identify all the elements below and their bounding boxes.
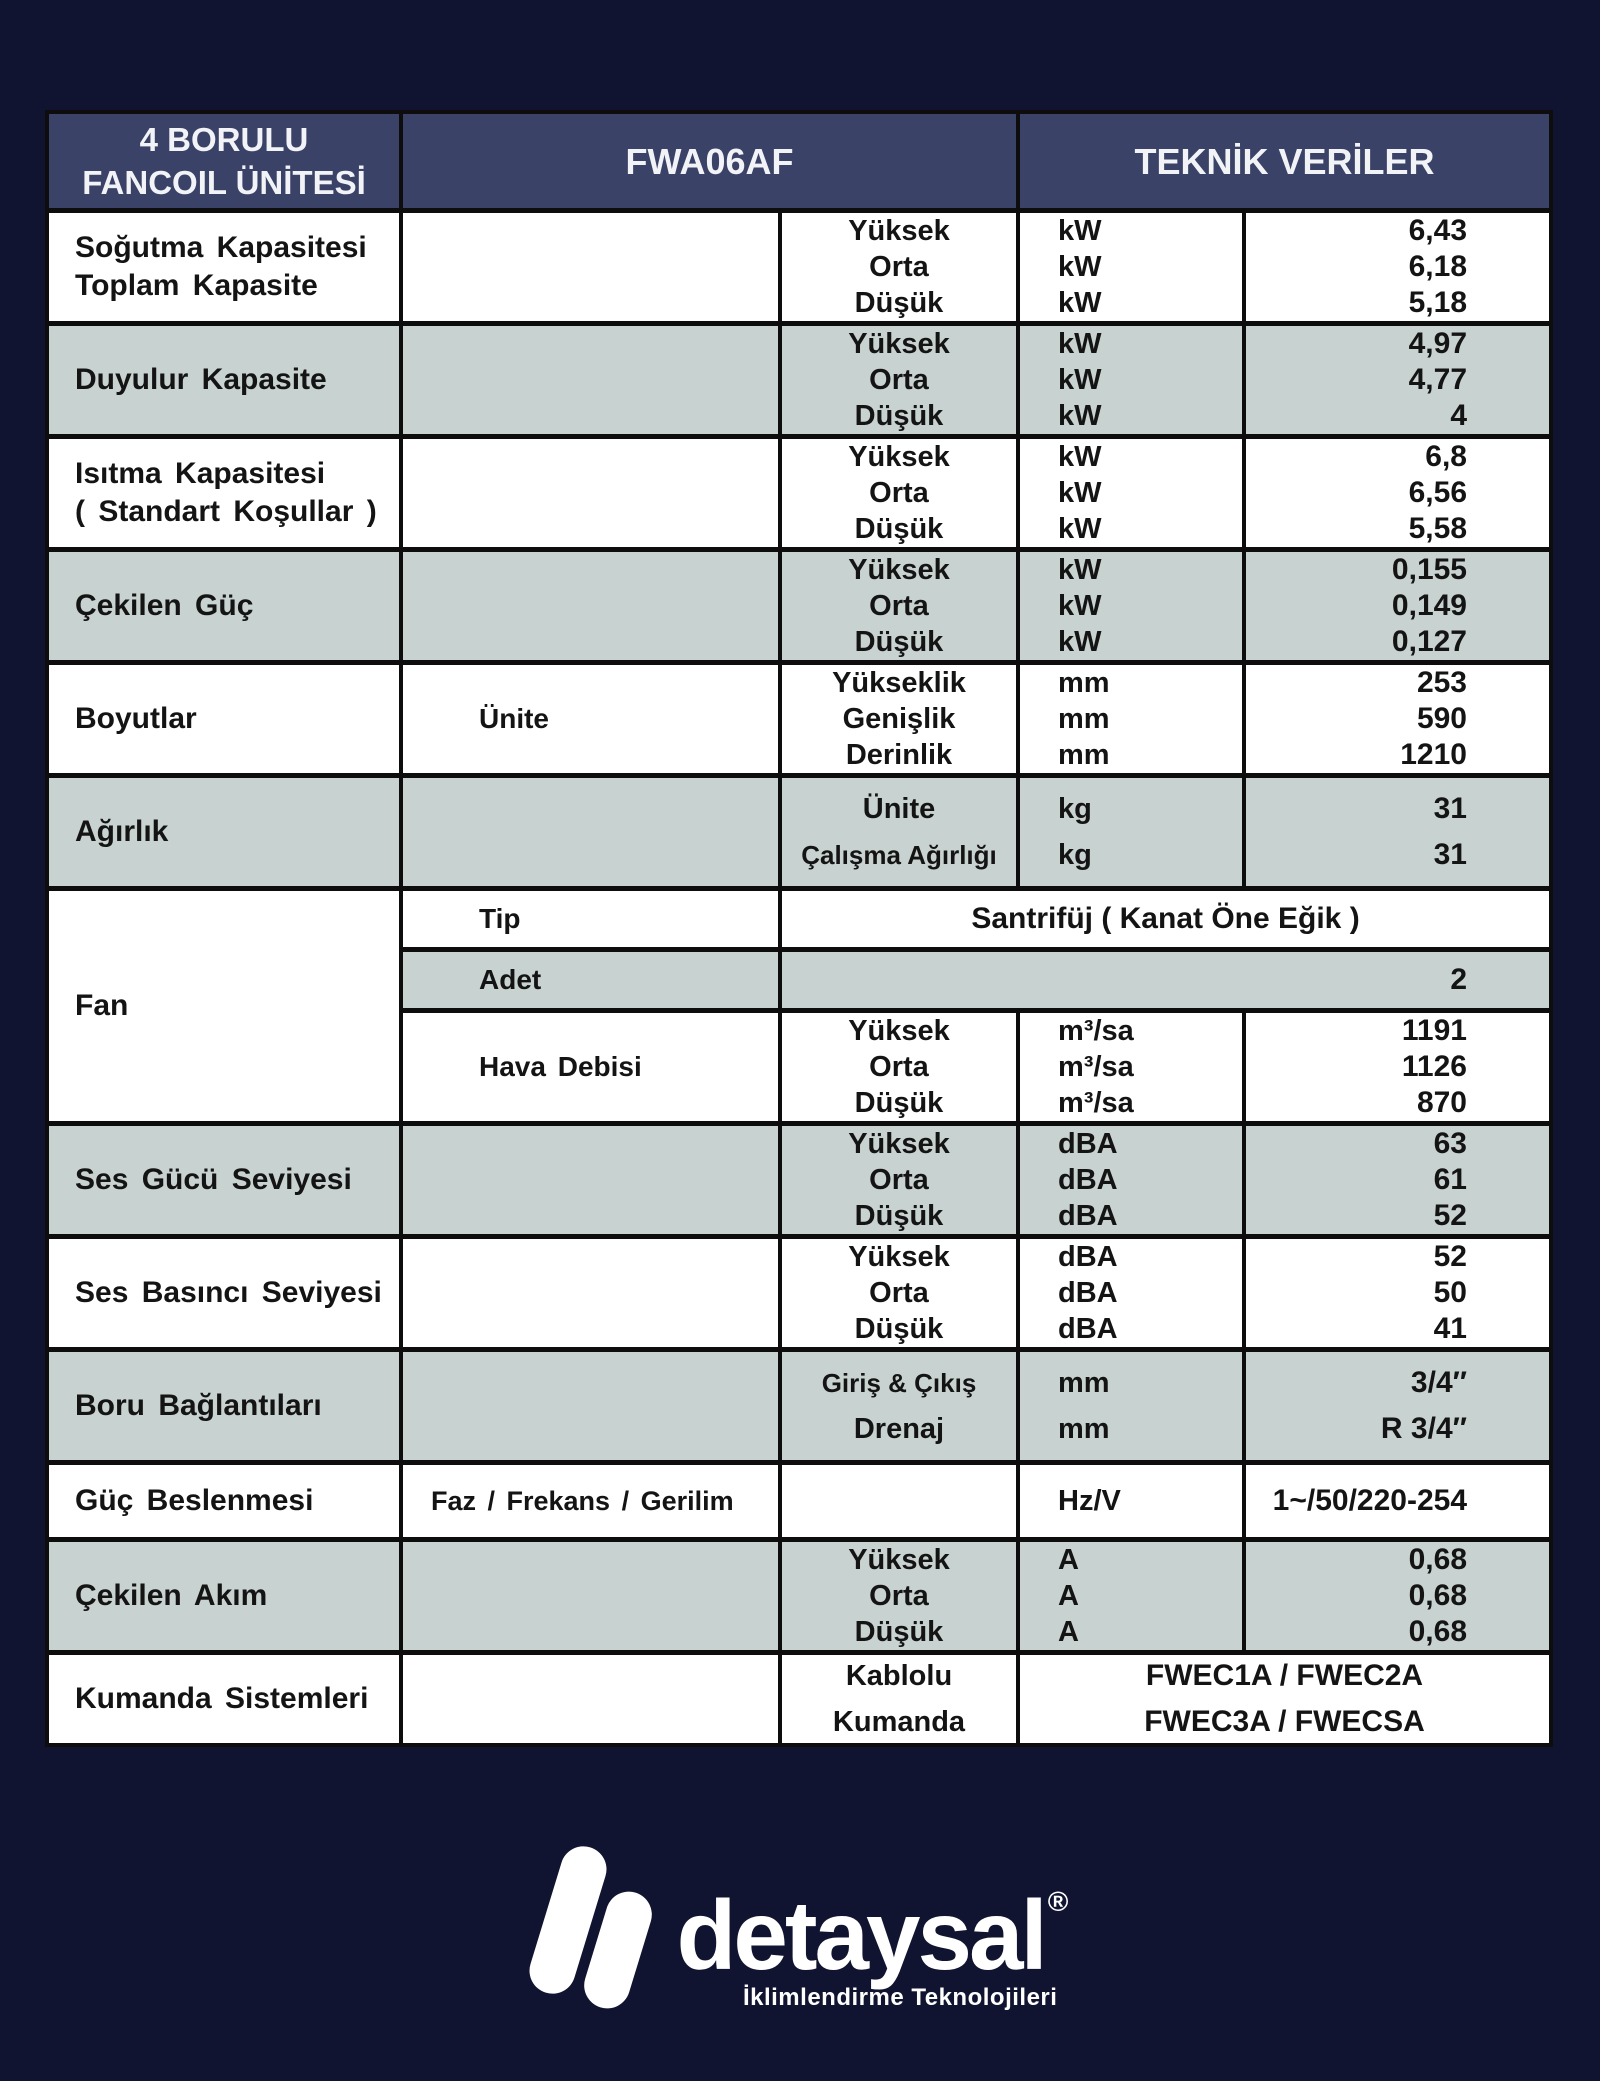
row-label-text: Toplam Kapasite — [75, 269, 318, 302]
row-value: 63 — [1433, 1127, 1467, 1160]
row-value: 61 — [1433, 1163, 1467, 1196]
table-row-boru-baglantilari — [49, 1347, 1549, 1460]
table-row-cekilen-akim — [49, 1537, 1549, 1650]
row-value: 870 — [1416, 1086, 1467, 1119]
row-label-text: Çekilen Akım — [75, 1579, 268, 1612]
row-label-text: Boyutlar — [75, 702, 197, 735]
row-value: 6,8 — [1425, 440, 1467, 473]
row-unit-label: m³/sa — [1058, 1051, 1134, 1083]
row-label-guc-beslenmesi — [49, 1465, 399, 1537]
detaysal-logo-mark-icon — [535, 1842, 653, 2014]
header-product-family — [49, 114, 399, 208]
row-unit-label: kW — [1058, 251, 1102, 283]
table-row-guc-beslenmesi — [49, 1460, 1549, 1537]
row-value: 1126 — [1401, 1050, 1467, 1083]
logo-text-block — [676, 1880, 1069, 2011]
row-unit-label: dBA — [1058, 1164, 1118, 1196]
row-unit-label: dBA — [1058, 1313, 1118, 1345]
row-sublabel: Adet — [479, 964, 542, 995]
row-sublabel: Tip — [479, 903, 521, 934]
row-value: 1210 — [1400, 738, 1467, 771]
row-item-label: Düşük — [854, 626, 944, 658]
row-unit-label: dBA — [1058, 1277, 1118, 1309]
row-label-boru-baglantilari — [49, 1352, 399, 1460]
row-item-label: Düşük — [854, 1313, 944, 1345]
row-label-text: Fan — [75, 989, 129, 1022]
row-value: 590 — [1416, 702, 1467, 735]
row-item-label: Düşük — [854, 287, 944, 319]
row-label-text: Çekilen Güç — [75, 589, 254, 622]
row-unit-label: kg — [1058, 793, 1092, 825]
row-unit-label: kW — [1058, 477, 1102, 509]
row-unit-label: kW — [1058, 590, 1102, 622]
row-value: 6,18 — [1408, 250, 1467, 283]
brand-wordmark: detaysal — [676, 1880, 1045, 1990]
row-unit-label: kW — [1058, 441, 1102, 473]
row-item-label: Orta — [869, 251, 929, 283]
row-value: 0,127 — [1391, 625, 1467, 658]
row-label-text: Ses Basıncı Seviyesi — [75, 1276, 382, 1309]
row-item-label: Genişlik — [842, 703, 956, 735]
row-value: 52 — [1433, 1240, 1467, 1273]
row-value: 41 — [1433, 1312, 1467, 1345]
row-value: 4,97 — [1408, 327, 1467, 360]
table-row-duyulur-kapasite — [49, 321, 1549, 434]
row-item-label: Derinlik — [845, 739, 953, 771]
row-unit-label: kW — [1058, 364, 1102, 396]
row-value: 31 — [1433, 838, 1467, 871]
row-label-text: Boru Bağlantıları — [75, 1389, 322, 1422]
row-unit-label: kW — [1058, 400, 1102, 432]
row-value: 5,18 — [1408, 286, 1467, 319]
table-row-fan-adet — [403, 947, 1549, 1008]
header-section-title — [1016, 114, 1549, 208]
row-value: 50 — [1433, 1276, 1467, 1309]
row-unit-label: mm — [1058, 1367, 1110, 1399]
row-label-text: Isıtma Kapasitesi — [75, 457, 326, 490]
row-item-label: Düşük — [854, 400, 944, 432]
row-label-text: ( Standart Koşullar ) — [75, 495, 377, 528]
row-merged-value: FWEC3A / FWECSA — [1144, 1705, 1425, 1738]
row-unit-label: mm — [1058, 667, 1110, 699]
row-label-agirlik — [49, 778, 399, 886]
row-label-text: Ağırlık — [75, 815, 169, 848]
row-label-text: Kumanda Sistemleri — [75, 1682, 369, 1715]
table-row-fan-hava-debisi — [403, 1008, 1549, 1121]
row-label-text: Ses Gücü Seviyesi — [75, 1163, 352, 1196]
row-item-label: Orta — [869, 1164, 929, 1196]
table-row-sogutma-kapasitesi — [49, 208, 1549, 321]
row-item-label: Düşük — [854, 1616, 944, 1648]
row-item-label: Yüksek — [848, 215, 950, 247]
row-item-label: Orta — [869, 1051, 929, 1083]
table-row-agirlik — [49, 773, 1549, 886]
row-merged-value: Santrifüj ( Kanat Öne Eğik ) — [971, 902, 1360, 935]
row-label-kumanda-sistemleri — [49, 1655, 399, 1743]
row-unit-label: mm — [1058, 703, 1110, 735]
row-item-label: Orta — [869, 477, 929, 509]
row-unit-label: A — [1058, 1580, 1079, 1612]
row-item-label: Çalışma Ağırlığı — [801, 840, 997, 870]
row-value: 0,149 — [1391, 589, 1467, 622]
row-item-label: Yüksek — [848, 328, 950, 360]
row-value: 0,68 — [1408, 1615, 1467, 1648]
table-row-cekilen-guc — [49, 547, 1549, 660]
row-unit-label: kW — [1058, 215, 1102, 247]
row-value: 0,68 — [1408, 1579, 1467, 1612]
row-unit-label: kW — [1058, 513, 1102, 545]
row-item-label: Yüksek — [848, 1544, 950, 1576]
row-label-isitma-kapasitesi — [49, 439, 399, 547]
row-value: 6,56 — [1408, 476, 1467, 509]
brand-tagline: İklimlendirme Teknolojileri — [742, 1984, 1058, 2011]
row-item-label: Düşük — [854, 1087, 944, 1119]
row-item-label: Ünite — [862, 793, 936, 825]
row-value: 5,58 — [1408, 512, 1467, 545]
row-label-boyutlar — [49, 665, 399, 773]
row-label-text: Soğutma Kapasitesi — [75, 231, 367, 264]
row-label-cekilen-guc — [49, 552, 399, 660]
row-value: 31 — [1433, 792, 1467, 825]
fan-subrows — [399, 891, 1549, 1121]
row-item-label: Drenaj — [853, 1413, 945, 1445]
row-label-cekilen-akim — [49, 1542, 399, 1650]
row-value: 4 — [1450, 399, 1467, 432]
row-label-ses-basinci-seviyesi — [49, 1239, 399, 1347]
row-unit-label: Hz/V — [1058, 1485, 1121, 1517]
row-value: R 3/4″ — [1380, 1412, 1467, 1445]
row-unit-label: A — [1058, 1544, 1079, 1576]
header-product-family-line1: 4 BORULU — [139, 121, 309, 158]
row-value: 1191 — [1401, 1014, 1467, 1047]
row-label-fan — [49, 891, 399, 1121]
row-value: 0,68 — [1408, 1543, 1467, 1576]
row-item-label: Giriş & Çıkış — [821, 1368, 977, 1398]
row-item-label: Yüksek — [848, 441, 950, 473]
table-row-ses-gucu-seviyesi — [49, 1121, 1549, 1234]
row-label-sogutma-kapasitesi — [49, 213, 399, 321]
row-sublabel: Faz / Frekans / Gerilim — [431, 1486, 734, 1516]
header-section-title-label: TEKNİK VERİLER — [1134, 140, 1435, 182]
row-item-label: Kumanda — [832, 1706, 966, 1738]
row-item-label: Orta — [869, 1277, 929, 1309]
row-sublabel: Hava Debisi — [479, 1051, 642, 1082]
row-unit-label: dBA — [1058, 1241, 1118, 1273]
row-item-label: Orta — [869, 364, 929, 396]
table-row-ses-basinci-seviyesi — [49, 1234, 1549, 1347]
table-row-boyutlar — [49, 660, 1549, 773]
technical-data-table — [45, 110, 1553, 1747]
row-item-label: Düşük — [854, 513, 944, 545]
row-merged-value: FWEC1A / FWEC2A — [1145, 1659, 1424, 1692]
row-value: 4,77 — [1408, 363, 1467, 396]
row-unit-label: m³/sa — [1058, 1015, 1134, 1047]
row-unit-label: kW — [1058, 626, 1102, 658]
row-item-label: Yüksek — [848, 1128, 950, 1160]
row-value: 3/4″ — [1410, 1366, 1467, 1399]
header-model — [399, 114, 1016, 208]
row-unit-label: kg — [1058, 839, 1092, 871]
row-item-label: Kablolu — [845, 1660, 953, 1692]
row-unit-label: mm — [1058, 1413, 1110, 1445]
row-unit-label: mm — [1058, 739, 1110, 771]
row-item-label: Yükseklik — [832, 667, 966, 699]
table-header-row — [49, 114, 1549, 208]
row-unit-label: A — [1058, 1616, 1079, 1648]
table-row-isitma-kapasitesi — [49, 434, 1549, 547]
row-unit-label: m³/sa — [1058, 1087, 1134, 1119]
row-label-text: Güç Beslenmesi — [75, 1484, 314, 1517]
row-label-duyulur-kapasite — [49, 326, 399, 434]
row-unit-label: dBA — [1058, 1128, 1118, 1160]
header-product-family-line2: FANCOIL ÜNİTESİ — [82, 164, 366, 201]
row-merged-value: 2 — [1450, 963, 1467, 996]
row-item-label: Yüksek — [848, 1241, 950, 1273]
row-item-label: Yüksek — [848, 1015, 950, 1047]
row-item-label: Düşük — [854, 1200, 944, 1232]
registered-trademark-icon: ® — [1047, 1886, 1069, 1917]
table-row-kumanda-sistemleri — [49, 1650, 1549, 1743]
row-unit-label: dBA — [1058, 1200, 1118, 1232]
row-value: 1~/50/220-254 — [1272, 1484, 1467, 1517]
row-unit-label: kW — [1058, 287, 1102, 319]
row-value: 253 — [1416, 666, 1467, 699]
row-unit-label: kW — [1058, 328, 1102, 360]
row-label-ses-gucu-seviyesi — [49, 1126, 399, 1234]
row-value: 52 — [1433, 1199, 1467, 1232]
row-sublabel: Ünite — [479, 703, 549, 734]
row-item-label: Orta — [869, 590, 929, 622]
row-item-label: Orta — [869, 1580, 929, 1612]
row-value: 0,155 — [1391, 553, 1467, 586]
detaysal-logo — [0, 1842, 1600, 2014]
header-model-label: FWA06AF — [625, 140, 794, 182]
row-value: 6,43 — [1408, 214, 1467, 247]
table-row-fan — [49, 886, 1549, 1121]
table-row-fan-tip — [403, 891, 1549, 947]
row-label-text: Duyulur Kapasite — [75, 363, 327, 396]
row-item-label: Yüksek — [848, 554, 950, 586]
row-unit-label: kW — [1058, 554, 1102, 586]
